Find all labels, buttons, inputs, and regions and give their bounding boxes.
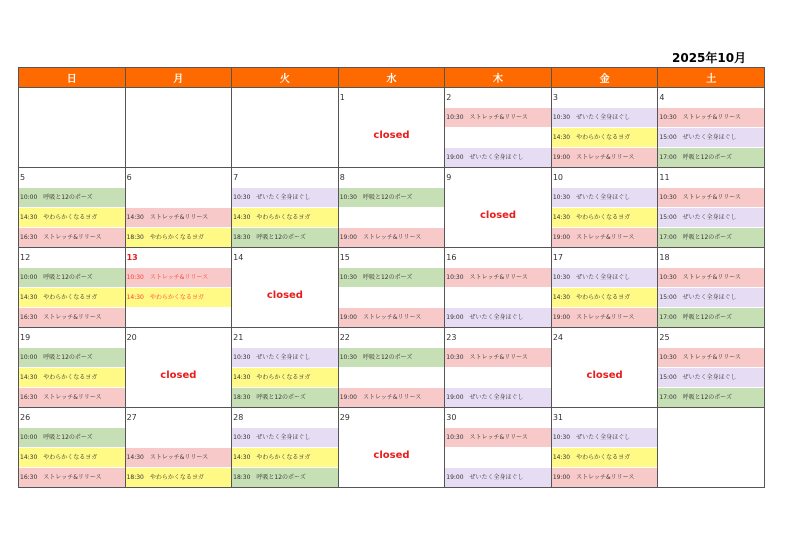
class-time: 19:00 — [339, 394, 357, 401]
class-name: 呼吸と12のポーズ — [43, 274, 93, 281]
class-time: 10:30 — [552, 274, 571, 281]
class-name: ストレッチ&リリース — [576, 234, 635, 241]
class-time: 16:30 — [20, 234, 38, 241]
class-name: 呼吸と12のポーズ — [43, 194, 93, 201]
class-name: ストレッチ&リリース — [149, 214, 209, 221]
class-time: 10:30 — [126, 274, 144, 281]
week-row — [19, 168, 765, 248]
day-cell[interactable] — [658, 248, 765, 328]
class-name: 呼吸と12のポーズ — [362, 194, 413, 201]
day-number: 16 — [446, 253, 457, 262]
class-slot[interactable] — [445, 308, 551, 327]
class-slot[interactable] — [658, 188, 764, 207]
class-time: 10:00 — [20, 434, 38, 441]
class-name: ストレッチ&リリース — [362, 234, 422, 241]
day-number: 5 — [20, 173, 26, 182]
class-time: 19:00 — [446, 154, 464, 161]
week-row — [19, 408, 765, 488]
class-slot[interactable] — [19, 268, 125, 287]
day-number: 18 — [659, 253, 670, 262]
day-number: 27 — [126, 413, 137, 422]
class-slot[interactable] — [552, 428, 658, 447]
class-time: 10:00 — [20, 354, 38, 361]
closed-label: closed — [373, 130, 410, 141]
class-slot[interactable] — [126, 448, 232, 467]
class-name: やわらかくなるヨガ — [149, 234, 204, 241]
day-cell[interactable] — [19, 328, 126, 408]
day-number: 15 — [339, 253, 350, 262]
class-slot[interactable] — [232, 468, 338, 487]
day-cell[interactable] — [338, 88, 445, 168]
calendar-title: 2025年10月 — [672, 51, 747, 65]
class-slot[interactable] — [445, 148, 551, 167]
class-name: ストレッチ&リリース — [469, 274, 528, 281]
day-cell[interactable] — [125, 248, 232, 328]
day-cell[interactable] — [338, 328, 445, 408]
class-slot[interactable] — [19, 468, 125, 487]
weekday-header: 月 — [125, 68, 232, 88]
class-name: やわらかくなるヨガ — [149, 294, 204, 301]
day-number: 7 — [233, 173, 239, 182]
class-name: ぜいたく全身ほぐし — [469, 474, 524, 481]
day-cell[interactable] — [19, 408, 126, 488]
class-name: ストレッチ&リリース — [576, 154, 635, 161]
day-cell[interactable] — [445, 88, 552, 168]
class-name: やわらかくなるヨガ — [576, 134, 631, 141]
class-time: 14:30 — [552, 134, 571, 141]
class-name: ぜいたく全身ほぐし — [682, 374, 737, 381]
class-slot[interactable] — [445, 428, 551, 447]
weekday-header: 日 — [19, 68, 126, 88]
class-time: 14:30 — [233, 454, 251, 461]
class-name: ぜいたく全身ほぐし — [256, 194, 311, 201]
day-cell[interactable] — [232, 328, 339, 408]
class-time: 15:00 — [659, 134, 677, 141]
closed-label: closed — [266, 290, 303, 301]
class-name: ストレッチ&リリース — [43, 234, 102, 241]
class-slot[interactable] — [445, 108, 551, 127]
day-cell[interactable] — [19, 248, 126, 328]
class-slot[interactable] — [658, 388, 764, 407]
class-slot[interactable] — [658, 208, 764, 227]
class-name: やわらかくなるヨガ — [43, 214, 98, 221]
class-slot[interactable] — [232, 388, 338, 407]
class-name: ぜいたく全身ほぐし — [576, 434, 631, 441]
day-number: 11 — [659, 173, 670, 182]
class-time: 19:00 — [552, 154, 571, 161]
class-time: 14:30 — [552, 214, 571, 221]
class-slot[interactable] — [19, 368, 125, 387]
class-time: 16:30 — [20, 314, 38, 321]
class-slot[interactable] — [19, 308, 125, 327]
class-slot[interactable] — [19, 188, 125, 207]
day-number: 9 — [446, 173, 452, 182]
class-name: やわらかくなるヨガ — [256, 374, 311, 381]
class-time: 19:00 — [339, 314, 357, 321]
class-slot[interactable] — [339, 228, 445, 247]
day-cell[interactable] — [125, 328, 232, 408]
day-cell[interactable] — [338, 248, 445, 328]
day-cell[interactable] — [338, 408, 445, 488]
class-slot[interactable] — [552, 308, 658, 327]
class-name: やわらかくなるヨガ — [256, 214, 311, 221]
class-name: ぜいたく全身ほぐし — [682, 134, 737, 141]
class-time: 10:30 — [552, 434, 571, 441]
class-slot[interactable] — [658, 348, 764, 367]
class-time: 14:30 — [233, 214, 251, 221]
class-time: 10:30 — [233, 434, 251, 441]
class-slot[interactable] — [19, 228, 125, 247]
class-time: 14:30 — [20, 214, 38, 221]
day-number: 21 — [233, 333, 244, 342]
class-time: 10:30 — [233, 354, 251, 361]
class-slot[interactable] — [19, 448, 125, 467]
class-slot[interactable] — [126, 268, 232, 287]
class-slot[interactable] — [552, 228, 658, 247]
day-cell[interactable] — [338, 168, 445, 248]
class-time: 18:30 — [233, 234, 251, 241]
day-cell[interactable] — [125, 408, 232, 488]
class-name: ストレッチ&リリース — [469, 434, 528, 441]
class-slot[interactable] — [552, 268, 658, 287]
class-slot[interactable] — [658, 288, 764, 307]
class-name: やわらかくなるヨガ — [43, 294, 98, 301]
class-slot[interactable] — [658, 128, 764, 147]
class-slot[interactable] — [232, 368, 338, 387]
day-number: 10 — [552, 173, 563, 182]
class-time: 14:30 — [552, 294, 571, 301]
class-name: 呼吸と12のポーズ — [256, 234, 306, 241]
day-cell[interactable] — [551, 408, 658, 488]
class-time: 14:30 — [233, 374, 251, 381]
class-name: ストレッチ&リリース — [149, 274, 209, 281]
class-slot[interactable] — [232, 188, 338, 207]
closed-label: closed — [479, 210, 517, 221]
class-name: ストレッチ&リリース — [362, 314, 422, 321]
class-name: 呼吸と12のポーズ — [43, 354, 93, 361]
class-time: 10:30 — [446, 114, 464, 121]
class-time: 14:30 — [20, 454, 38, 461]
class-name: ストレッチ&リリース — [43, 314, 102, 321]
class-slot[interactable] — [339, 348, 445, 367]
class-name: 呼吸と12のポーズ — [256, 394, 306, 401]
day-cell[interactable] — [445, 248, 552, 328]
day-cell[interactable] — [232, 168, 339, 248]
class-time: 10:30 — [233, 194, 251, 201]
class-name: ストレッチ&リリース — [362, 394, 422, 401]
day-cell[interactable] — [658, 88, 765, 168]
day-number: 26 — [20, 413, 31, 422]
day-number: 6 — [126, 173, 132, 182]
day-cell[interactable] — [19, 168, 126, 248]
day-cell[interactable] — [658, 168, 765, 248]
class-name: ストレッチ&リリース — [149, 454, 209, 461]
day-number: 3 — [552, 93, 558, 102]
day-cell[interactable] — [551, 328, 658, 408]
class-time: 10:30 — [339, 194, 357, 201]
week-row — [19, 328, 765, 408]
class-time: 10:30 — [446, 274, 464, 281]
class-name: 呼吸と12のポーズ — [682, 394, 733, 401]
class-name: やわらかくなるヨガ — [256, 454, 311, 461]
class-time: 15:00 — [659, 294, 677, 301]
class-slot[interactable] — [445, 268, 551, 287]
class-name: やわらかくなるヨガ — [576, 294, 631, 301]
class-name: ぜいたく全身ほぐし — [469, 394, 524, 401]
class-slot[interactable] — [232, 428, 338, 447]
class-slot[interactable] — [445, 388, 551, 407]
class-name: ストレッチ&リリース — [576, 474, 635, 481]
class-time: 14:30 — [20, 374, 38, 381]
day-cell[interactable] — [19, 88, 126, 168]
day-cell[interactable] — [658, 328, 765, 408]
class-name: やわらかくなるヨガ — [43, 454, 98, 461]
day-number: 23 — [446, 333, 457, 342]
day-number: 31 — [552, 413, 563, 422]
class-time: 19:00 — [339, 234, 357, 241]
class-time: 18:30 — [233, 474, 251, 481]
class-time: 10:30 — [659, 114, 677, 121]
class-time: 17:00 — [659, 154, 677, 161]
class-time: 19:00 — [552, 474, 571, 481]
class-slot[interactable] — [19, 348, 125, 367]
class-name: ぜいたく全身ほぐし — [576, 194, 631, 201]
day-cell[interactable] — [232, 88, 339, 168]
class-time: 18:30 — [126, 474, 144, 481]
class-time: 16:30 — [20, 474, 38, 481]
class-time: 19:00 — [446, 314, 464, 321]
class-slot[interactable] — [19, 428, 125, 447]
class-time: 18:30 — [233, 394, 251, 401]
closed-label: closed — [586, 370, 623, 381]
class-name: ストレッチ&リリース — [469, 114, 528, 121]
class-time: 14:30 — [552, 454, 571, 461]
class-name: 呼吸と12のポーズ — [256, 474, 306, 481]
class-name: ストレッチ&リリース — [576, 314, 635, 321]
weekday-header: 金 — [551, 68, 658, 88]
class-name: ストレッチ&リリース — [682, 354, 741, 361]
class-name: ストレッチ&リリース — [682, 114, 741, 121]
class-name: ぜいたく全身ほぐし — [256, 354, 311, 361]
class-time: 17:00 — [659, 234, 677, 241]
class-slot[interactable] — [19, 388, 125, 407]
class-slot[interactable] — [339, 188, 445, 207]
class-time: 19:00 — [552, 234, 571, 241]
class-slot[interactable] — [445, 468, 551, 487]
class-time: 15:00 — [659, 374, 677, 381]
day-cell[interactable] — [125, 168, 232, 248]
class-slot[interactable] — [658, 148, 764, 167]
class-name: 呼吸と12のポーズ — [362, 274, 413, 281]
day-cell[interactable] — [445, 408, 552, 488]
class-name: ストレッチ&リリース — [469, 354, 528, 361]
class-name: ストレッチ&リリース — [682, 194, 741, 201]
class-slot[interactable] — [658, 308, 764, 327]
class-name: ぜいたく全身ほぐし — [682, 214, 737, 221]
class-name: ぜいたく全身ほぐし — [576, 114, 631, 121]
class-time: 16:30 — [20, 394, 38, 401]
day-cell[interactable] — [445, 168, 552, 248]
class-slot[interactable] — [552, 148, 658, 167]
day-number: 13 — [126, 253, 138, 262]
day-number: 30 — [446, 413, 457, 422]
class-time: 10:00 — [20, 194, 38, 201]
class-slot[interactable] — [126, 288, 232, 307]
class-name: 呼吸と12のポーズ — [682, 234, 733, 241]
class-time: 10:30 — [659, 354, 677, 361]
class-name: 呼吸と12のポーズ — [362, 354, 413, 361]
day-number: 1 — [339, 93, 345, 102]
class-time: 10:30 — [339, 354, 357, 361]
week-row — [19, 248, 765, 328]
class-time: 14:30 — [126, 294, 144, 301]
class-time: 17:00 — [659, 314, 677, 321]
day-cell[interactable] — [232, 408, 339, 488]
class-slot[interactable] — [232, 348, 338, 367]
class-time: 10:30 — [446, 434, 464, 441]
class-time: 14:30 — [126, 214, 144, 221]
class-time: 17:00 — [659, 394, 677, 401]
class-time: 18:30 — [126, 234, 144, 241]
class-slot[interactable] — [339, 388, 445, 407]
class-time: 10:30 — [659, 194, 677, 201]
class-time: 10:30 — [446, 354, 464, 361]
day-number: 14 — [233, 253, 244, 262]
class-name: ストレッチ&リリース — [43, 394, 102, 401]
weekday-header-row — [19, 68, 765, 88]
weekday-header: 土 — [658, 68, 765, 88]
class-name: 呼吸と12のポーズ — [682, 154, 733, 161]
day-number: 17 — [552, 253, 563, 262]
weekday-header: 木 — [445, 68, 552, 88]
class-slot[interactable] — [658, 228, 764, 247]
day-number: 8 — [339, 173, 345, 182]
class-slot[interactable] — [658, 108, 764, 127]
day-cell[interactable] — [658, 408, 765, 488]
class-time: 14:30 — [20, 294, 38, 301]
class-slot[interactable] — [19, 208, 125, 227]
class-slot[interactable] — [658, 268, 764, 287]
calendar-body — [19, 88, 765, 488]
class-name: やわらかくなるヨガ — [576, 214, 631, 221]
day-cell[interactable] — [445, 328, 552, 408]
day-number: 28 — [233, 413, 244, 422]
class-name: 呼吸と12のポーズ — [682, 314, 733, 321]
closed-label: closed — [160, 370, 197, 381]
class-name: やわらかくなるヨガ — [149, 474, 204, 481]
day-number: 4 — [659, 93, 665, 102]
class-time: 14:30 — [126, 454, 144, 461]
class-slot[interactable] — [126, 208, 232, 227]
class-slot[interactable] — [232, 208, 338, 227]
class-name: ストレッチ&リリース — [682, 274, 741, 281]
class-slot[interactable] — [232, 228, 338, 247]
class-name: 呼吸と12のポーズ — [43, 434, 93, 441]
calendar-grid — [18, 67, 765, 488]
class-time: 19:00 — [446, 394, 464, 401]
class-slot[interactable] — [19, 288, 125, 307]
class-time: 10:00 — [20, 274, 38, 281]
class-slot[interactable] — [126, 468, 232, 487]
class-slot[interactable] — [552, 288, 658, 307]
class-slot[interactable] — [552, 188, 658, 207]
class-time: 10:30 — [552, 114, 571, 121]
day-cell[interactable] — [125, 88, 232, 168]
weekday-header: 火 — [232, 68, 339, 88]
closed-label: closed — [373, 450, 410, 461]
class-name: ぜいたく全身ほぐし — [469, 314, 524, 321]
class-slot[interactable] — [126, 228, 232, 247]
class-slot[interactable] — [552, 468, 658, 487]
class-name: ぜいたく全身ほぐし — [256, 434, 311, 441]
day-number: 19 — [20, 333, 31, 342]
day-number: 2 — [446, 93, 452, 102]
day-cell[interactable] — [551, 168, 658, 248]
weekday-header: 水 — [338, 68, 445, 88]
class-name: ぜいたく全身ほぐし — [682, 294, 737, 301]
day-number: 12 — [20, 253, 31, 262]
day-cell[interactable] — [551, 88, 658, 168]
class-slot[interactable] — [232, 448, 338, 467]
day-number: 20 — [126, 333, 137, 342]
class-slot[interactable] — [552, 108, 658, 127]
week-row — [19, 88, 765, 168]
class-name: ストレッチ&リリース — [43, 474, 102, 481]
class-slot[interactable] — [658, 368, 764, 387]
day-number: 25 — [659, 333, 670, 342]
class-time: 19:00 — [552, 314, 571, 321]
class-slot[interactable] — [552, 128, 658, 147]
class-slot[interactable] — [552, 448, 658, 467]
day-number: 29 — [339, 413, 350, 422]
day-number: 22 — [339, 333, 350, 342]
class-time: 10:30 — [339, 274, 357, 281]
class-time: 15:00 — [659, 214, 677, 221]
class-slot[interactable] — [445, 348, 551, 367]
class-slot[interactable] — [339, 308, 445, 327]
day-number: 24 — [552, 333, 563, 342]
class-time: 19:00 — [446, 474, 464, 481]
class-name: ぜいたく全身ほぐし — [576, 274, 631, 281]
class-time: 10:30 — [659, 274, 677, 281]
class-name: ぜいたく全身ほぐし — [469, 154, 524, 161]
class-slot[interactable] — [339, 268, 445, 287]
day-cell[interactable] — [232, 248, 339, 328]
class-name: やわらかくなるヨガ — [43, 374, 98, 381]
class-time: 10:30 — [552, 194, 571, 201]
day-cell[interactable] — [551, 248, 658, 328]
class-name: やわらかくなるヨガ — [576, 454, 631, 461]
class-slot[interactable] — [552, 208, 658, 227]
